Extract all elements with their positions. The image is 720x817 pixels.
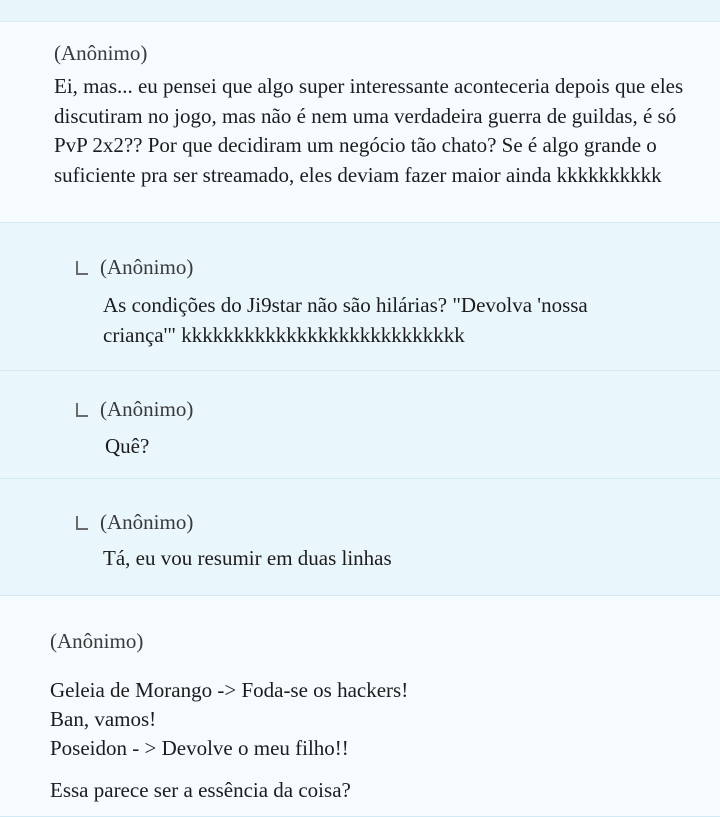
reply-author: (Anônimo) bbox=[100, 510, 194, 534]
top-strip bbox=[0, 0, 720, 22]
last-post bbox=[0, 596, 720, 817]
reply-body: As condições do Ji9star não são hilárias? "Devolva 'nossa criança'" kkkkkkkkkkkkkkkkkkkkkkkkkkk bbox=[103, 293, 588, 347]
reply-1 bbox=[0, 223, 720, 371]
post-line: Ban, vamos! bbox=[50, 707, 157, 731]
reply-author: (Anônimo) bbox=[100, 255, 194, 279]
reply-3 bbox=[0, 479, 720, 596]
reply-author: (Anônimo) bbox=[100, 397, 194, 421]
post-body: Ei, mas... eu pensei que algo super interessante aconteceria depois que eles discutiram no jogo, mas não é nem uma verdadeira guerra de guildas, é só PvP 2x2?? Por que decidiram um negócio tão chato? Se é algo grande o suficiente pra ser streamado, eles deviam fazer maior ainda kkkkkkkkkk bbox=[54, 74, 684, 187]
post-body bbox=[50, 676, 690, 763]
reply-header bbox=[76, 254, 193, 280]
post-line: Poseidon - > Devolve o meu filho!! bbox=[50, 736, 349, 760]
reply-arrow-icon bbox=[76, 261, 88, 275]
reply-arrow-icon bbox=[76, 516, 88, 530]
reply-body: Quê? bbox=[105, 434, 150, 458]
reply-body: Tá, eu vou resumir em duas linhas bbox=[103, 546, 392, 570]
reply-arrow-icon bbox=[76, 403, 88, 417]
post-author: (Anônimo) bbox=[54, 41, 148, 65]
main-post bbox=[0, 22, 720, 223]
reply-header bbox=[76, 509, 193, 535]
post-closing: Essa parece ser a essência da coisa? bbox=[50, 778, 351, 802]
post-author: (Anônimo) bbox=[50, 629, 144, 653]
reply-header bbox=[76, 396, 193, 422]
reply-2 bbox=[0, 371, 720, 479]
post-line: Geleia de Morango -> Foda-se os hackers! bbox=[50, 678, 409, 702]
